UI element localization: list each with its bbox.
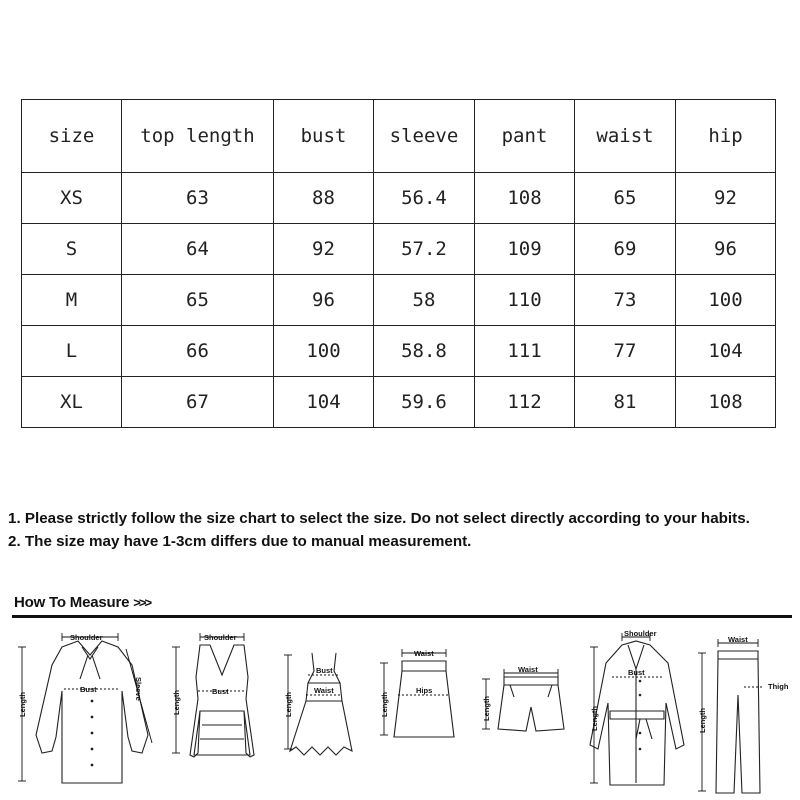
shoulder-label: Shoulder bbox=[204, 633, 237, 642]
length-label: Length bbox=[482, 696, 491, 721]
blouse-diagram bbox=[18, 633, 152, 783]
header-cell: hip bbox=[676, 100, 776, 173]
table-cell: 65 bbox=[122, 275, 274, 326]
table-cell: 57.2 bbox=[374, 224, 475, 275]
table-cell: 104 bbox=[676, 326, 776, 377]
bust-label: Bust bbox=[80, 685, 97, 694]
bust-label: Bust bbox=[212, 687, 229, 696]
bust-label: Bust bbox=[628, 668, 645, 677]
header-cell: sleeve bbox=[374, 100, 475, 173]
table-row bbox=[22, 275, 776, 326]
dress-diagram bbox=[284, 653, 352, 755]
table-cell: 112 bbox=[475, 377, 575, 428]
length-label: Length bbox=[380, 692, 389, 717]
table-row bbox=[22, 326, 776, 377]
size-chart-table bbox=[21, 99, 776, 428]
header-cell: waist bbox=[575, 100, 676, 173]
triple-chevron-icon: >>> bbox=[133, 595, 151, 610]
table-row bbox=[22, 377, 776, 428]
table-cell: XS bbox=[22, 173, 122, 224]
length-label: Length bbox=[284, 692, 293, 717]
table-cell: 92 bbox=[274, 224, 374, 275]
waist-label: Waist bbox=[314, 686, 334, 695]
header-cell: top length bbox=[122, 100, 274, 173]
waist-label: Waist bbox=[414, 649, 434, 658]
table-cell: M bbox=[22, 275, 122, 326]
length-label: Length bbox=[172, 690, 181, 715]
pants-diagram bbox=[698, 635, 789, 793]
waist-label: Waist bbox=[518, 665, 538, 674]
table-cell: 96 bbox=[676, 224, 776, 275]
table-cell: 111 bbox=[475, 326, 575, 377]
coat-diagram bbox=[590, 629, 684, 785]
table-cell: 100 bbox=[274, 326, 374, 377]
table-row bbox=[22, 173, 776, 224]
bust-label: Bust bbox=[316, 666, 333, 675]
shoulder-label: Shoulder bbox=[624, 629, 657, 638]
skirt-diagram bbox=[380, 649, 454, 737]
table-cell: 108 bbox=[676, 377, 776, 428]
table-cell: XL bbox=[22, 377, 122, 428]
table-cell: 100 bbox=[676, 275, 776, 326]
table-cell: 58 bbox=[374, 275, 475, 326]
table-cell: 63 bbox=[122, 173, 274, 224]
table-cell: 104 bbox=[274, 377, 374, 428]
measurement-illustrations bbox=[0, 625, 800, 800]
note-line-2: 2. The size may have 1-3cm differs due to manual measurement. bbox=[8, 533, 472, 550]
shoulder-label: Shoulder bbox=[70, 633, 103, 642]
measurement-diagrams bbox=[0, 625, 800, 800]
size-notes bbox=[8, 508, 793, 552]
divider bbox=[12, 615, 792, 618]
table-cell: 108 bbox=[475, 173, 575, 224]
table-cell: 58.8 bbox=[374, 326, 475, 377]
length-label: Length bbox=[590, 706, 599, 731]
header-cell: pant bbox=[475, 100, 575, 173]
waist-label: Waist bbox=[728, 635, 748, 644]
table-cell: 56.4 bbox=[374, 173, 475, 224]
table-cell: 64 bbox=[122, 224, 274, 275]
table-cell: 65 bbox=[575, 173, 676, 224]
table-cell: 109 bbox=[475, 224, 575, 275]
table-cell: 110 bbox=[475, 275, 575, 326]
table-cell: 69 bbox=[575, 224, 676, 275]
table-cell: L bbox=[22, 326, 122, 377]
table-cell: S bbox=[22, 224, 122, 275]
table-cell: 77 bbox=[575, 326, 676, 377]
header-cell: size bbox=[22, 100, 122, 173]
length-label: Length bbox=[698, 708, 707, 733]
table-row bbox=[22, 224, 776, 275]
table-cell: 88 bbox=[274, 173, 374, 224]
tank-top-diagram bbox=[172, 633, 254, 757]
thigh-label: Thigh bbox=[768, 682, 789, 691]
table-cell: 66 bbox=[122, 326, 274, 377]
table-cell: 81 bbox=[575, 377, 676, 428]
table-cell: 73 bbox=[575, 275, 676, 326]
table-cell: 92 bbox=[676, 173, 776, 224]
length-label: Length bbox=[18, 692, 27, 717]
header-cell: bust bbox=[274, 100, 374, 173]
how-to-measure-title: How To Measure >>> bbox=[14, 594, 151, 611]
hips-label: Hips bbox=[416, 686, 433, 695]
how-to-measure-header bbox=[12, 592, 792, 624]
table-header-row bbox=[22, 100, 776, 173]
note-line-1: 1. Please strictly follow the size chart to select the size. Do not select directly according to your habits. bbox=[8, 510, 750, 527]
table-cell: 59.6 bbox=[374, 377, 475, 428]
table-cell: 96 bbox=[274, 275, 374, 326]
shorts-diagram bbox=[482, 665, 564, 731]
sleeve-label: Sleeve bbox=[134, 677, 143, 701]
table-cell: 67 bbox=[122, 377, 274, 428]
